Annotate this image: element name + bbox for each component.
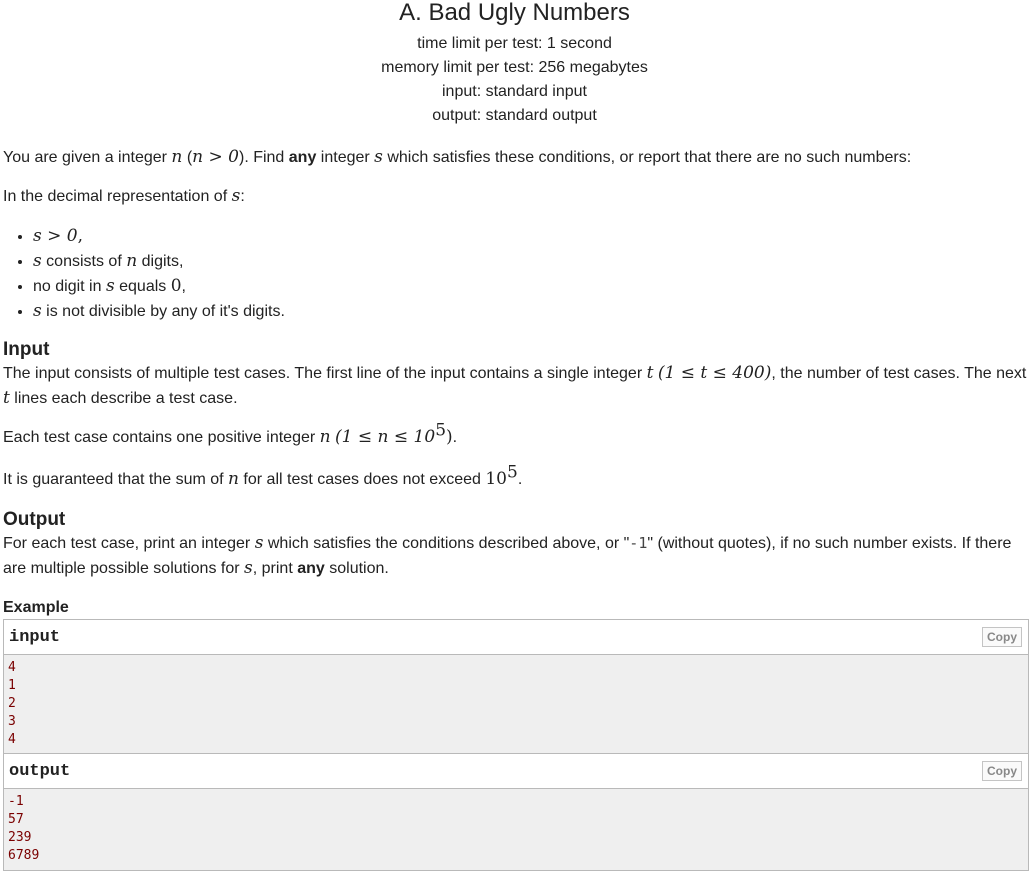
condition-item: [33, 299, 1027, 324]
output-line: 57: [8, 812, 24, 827]
condition-item: [33, 249, 1027, 274]
condition-item: [33, 224, 1027, 249]
text: :: [240, 188, 245, 205]
text: (: [182, 149, 193, 166]
input-paragraph-2: [3, 420, 1027, 450]
sample-input-label: input: [9, 628, 61, 647]
output-line: -1: [8, 794, 24, 809]
sample-output-content: [4, 789, 1028, 865]
text: no digit in: [33, 278, 106, 295]
math-s: s: [33, 251, 42, 271]
input-line: 4: [8, 732, 16, 747]
math-n-range: (1 ≤ n ≤ 10: [335, 427, 436, 447]
text: " (without quotes), if no such number exists. If there are multiple possible solutions for: [3, 535, 1012, 577]
sample-output-header: [4, 754, 1028, 789]
input-line: 2: [8, 696, 16, 711]
text: lines each describe a test case.: [9, 390, 238, 407]
text: solution.: [324, 560, 389, 577]
text: equals: [114, 278, 171, 295]
condition-item: [33, 274, 1027, 299]
problem-header: [0, 0, 1029, 128]
input-line: 3: [8, 714, 16, 729]
output-line: 239: [8, 830, 32, 845]
math-s-gt-0: s > 0: [33, 226, 78, 246]
text: In the decimal representation of: [3, 188, 232, 205]
input-line: 1: [8, 678, 16, 693]
math-ten: 10: [485, 469, 507, 489]
legend-paragraph-2: [3, 184, 1027, 209]
output-type: output: standard output: [432, 107, 597, 124]
text: consists of: [41, 253, 127, 270]
math-exponent: 5: [435, 420, 447, 441]
math-s: s: [105, 276, 115, 296]
input-paragraph-1: [3, 361, 1027, 411]
sample-input-box: [3, 619, 1029, 754]
math-t-range: (1 ≤ t ≤ 400): [657, 363, 772, 383]
sample-input-content: [4, 655, 1028, 749]
problem-title: A. Bad Ugly Numbers: [399, 0, 630, 26]
math-s: s: [231, 186, 241, 206]
text: , print: [252, 560, 298, 577]
copy-output-button[interactable]: Copy: [982, 761, 1022, 781]
math-n-gt-0: n > 0: [192, 147, 239, 167]
math-s: s: [244, 558, 253, 578]
text: For each test case, print an integer: [3, 535, 255, 552]
legend-paragraph-1: [3, 145, 1027, 170]
text: You are given a integer: [3, 149, 172, 166]
math-comma: ,: [77, 226, 83, 246]
text: integer: [316, 149, 375, 166]
input-section-title: Input: [3, 339, 50, 360]
math-s: s: [33, 301, 42, 321]
bold-any: any: [288, 149, 317, 166]
text: digits,: [137, 253, 184, 270]
example-title: Example: [3, 599, 69, 616]
text: Each test case contains one positive integer: [3, 429, 320, 446]
output-line: 6789: [8, 848, 40, 863]
input-paragraph-3: [3, 462, 1027, 492]
code-minus-one: -1: [629, 534, 648, 552]
math-paren: ): [446, 427, 453, 447]
text: ,: [181, 278, 186, 295]
text: for all test cases does not exceed: [238, 471, 486, 488]
math-n: n: [171, 147, 183, 167]
output-section-title: Output: [3, 509, 66, 530]
math-n: n: [319, 427, 331, 447]
math-t: t: [646, 363, 654, 383]
output-paragraph-1: [3, 531, 1027, 581]
text: ). Find: [238, 149, 289, 166]
conditions-list: [3, 224, 1027, 324]
text: .: [517, 471, 523, 488]
text: , the number of test cases. The next: [771, 365, 1027, 382]
time-limit: time limit per test: 1 second: [417, 35, 612, 52]
sample-input-header: [4, 620, 1028, 655]
math-n: n: [228, 469, 239, 489]
math-s: s: [374, 147, 383, 167]
input-type: input: standard input: [442, 83, 587, 100]
text: It is guaranteed that the sum of: [3, 471, 229, 488]
text: .: [452, 429, 458, 446]
math-exponent: 5: [506, 462, 518, 483]
copy-input-button[interactable]: Copy: [982, 627, 1022, 647]
problem-limits: [0, 32, 1029, 128]
math-s: s: [254, 533, 264, 553]
sample-output-box: [3, 753, 1029, 871]
text: is not divisible by any of it's digits.: [41, 303, 285, 320]
memory-limit: memory limit per test: 256 megabytes: [381, 59, 648, 76]
math-zero: 0: [170, 276, 182, 296]
math-n: n: [126, 251, 138, 271]
sample-output-label: output: [9, 762, 71, 781]
text: which satisfies these conditions, or report that there are no such numbers:: [382, 149, 912, 166]
text: The input consists of multiple test cases. The first line of the input contains a single integer: [3, 365, 647, 382]
input-line: 4: [8, 660, 16, 675]
math-t: t: [3, 388, 10, 408]
text: which satisfies the conditions described above, or ": [263, 535, 630, 552]
bold-any: any: [297, 560, 325, 577]
